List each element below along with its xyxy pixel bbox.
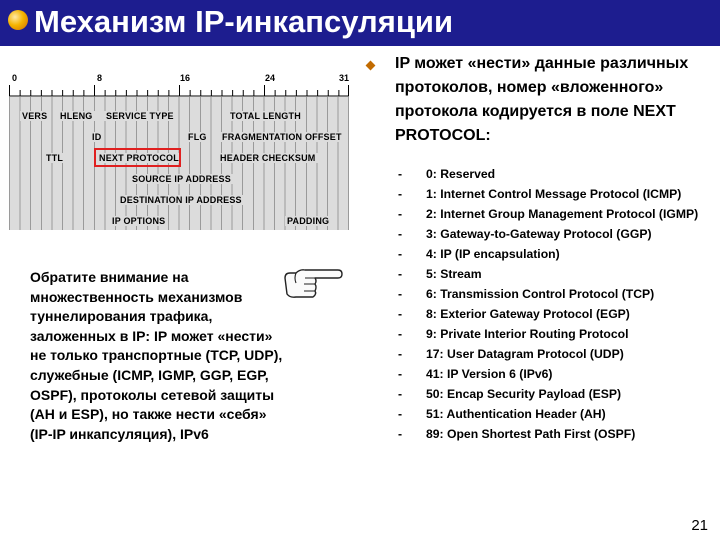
- list-item: [395, 244, 705, 264]
- protocol-list: [395, 164, 705, 444]
- protocol-entry: 8: Exterior Gateway Protocol (EGP): [426, 307, 630, 321]
- dash-bullet: -: [398, 227, 403, 241]
- main-statement: IP может «нести» данные различных протоколов, номер «вложенного» протокола кодируется в поле NEXT PROTOCOL:: [395, 55, 689, 144]
- field-total-length: TOTAL LENGTH: [230, 111, 301, 121]
- slide-title: Механизм IP-инкапсуляции: [34, 4, 453, 39]
- list-item: [395, 344, 705, 364]
- list-item: [395, 204, 705, 224]
- protocol-entry: 51: Authentication Header (AH): [426, 407, 606, 421]
- list-item: [395, 164, 705, 184]
- dash-bullet: -: [398, 407, 403, 421]
- field-padding: PADDING: [287, 216, 330, 226]
- field-next-protocol: NEXT PROTOCOL: [99, 153, 179, 163]
- field-ip-options: IP OPTIONS: [112, 216, 166, 226]
- field-fragmentation-offset: FRAGMENTATION OFFSET: [222, 132, 342, 142]
- list-item: [395, 264, 705, 284]
- protocol-entry: 9: Private Interior Routing Protocol: [426, 327, 629, 341]
- dash-bullet: -: [398, 167, 403, 181]
- field-hleng: HLENG: [60, 111, 93, 121]
- dash-bullet: -: [398, 287, 403, 301]
- protocol-entry: 4: IP (IP encapsulation): [426, 247, 560, 261]
- list-item: [395, 324, 705, 344]
- ip-header-diagram: [0, 0, 360, 250]
- pointing-hand-icon: [282, 264, 344, 304]
- tick-label: 8: [97, 73, 103, 83]
- tick-label: 16: [180, 73, 191, 83]
- field-ttl: TTL: [46, 153, 64, 163]
- field-id: ID: [92, 132, 102, 142]
- field-flg: FLG: [188, 132, 207, 142]
- field-source-ip: SOURCE IP ADDRESS: [132, 174, 231, 184]
- tick-label: 24: [265, 73, 276, 83]
- bit-ruler: [9, 85, 349, 97]
- protocol-entry: 5: Stream: [426, 267, 482, 281]
- next-protocol-highlight: [94, 148, 181, 167]
- tick-label: 31: [339, 73, 350, 83]
- dash-bullet: -: [398, 207, 403, 221]
- field-destination-ip: DESTINATION IP ADDRESS: [120, 195, 242, 205]
- dash-bullet: -: [398, 387, 403, 401]
- protocol-entry: 6: Transmission Control Protocol (TCP): [426, 287, 655, 301]
- dash-bullet: -: [398, 187, 403, 201]
- dash-bullet: -: [398, 327, 403, 341]
- note-text: Обратите внимание на множественность механизмов туннелирования трафика, заложенных в IP: IP может «нести» не только транспортные (TCP, UDP), служебные (ICMP, IGMP, GGP, EGP, OSPF), протоколы сетевой защиты (AH и ESP), но также нести «себя» (IP-IP инкапсуляция), IPv6: [30, 269, 283, 442]
- protocol-entry: 3: Gateway-to-Gateway Protocol (GGP): [426, 227, 652, 241]
- list-item: [395, 384, 705, 404]
- dash-bullet: -: [398, 307, 403, 321]
- protocol-entry: 1: Internet Control Message Protocol (ICMP): [426, 187, 682, 201]
- field-header-checksum: HEADER CHECKSUM: [220, 153, 316, 163]
- main-bullet-icon: [366, 61, 376, 71]
- dash-bullet: -: [398, 247, 403, 261]
- dash-bullet: -: [398, 367, 403, 381]
- list-item: [395, 404, 705, 424]
- protocol-entry: 17: User Datagram Protocol (UDP): [426, 347, 624, 361]
- protocol-entry: 89: Open Shortest Path First (OSPF): [426, 427, 636, 441]
- protocol-entry: 2: Internet Group Management Protocol (IGMP): [426, 207, 699, 221]
- list-item: [395, 424, 705, 444]
- page-number: 21: [691, 517, 708, 534]
- protocol-entry: 50: Encap Security Payload (ESP): [426, 387, 622, 401]
- dash-bullet: -: [398, 347, 403, 361]
- list-item: [395, 184, 705, 204]
- field-service-type: SERVICE TYPE: [106, 111, 174, 121]
- dash-bullet: -: [398, 267, 403, 281]
- protocol-entry: 41: IP Version 6 (IPv6): [426, 367, 553, 381]
- list-item: [395, 284, 705, 304]
- protocol-entry: 0: Reserved: [426, 167, 496, 181]
- list-item: [395, 304, 705, 324]
- list-item: [395, 364, 705, 384]
- tick-label: 0: [12, 73, 18, 83]
- list-item: [395, 224, 705, 244]
- field-vers: VERS: [22, 111, 48, 121]
- dash-bullet: -: [398, 427, 403, 441]
